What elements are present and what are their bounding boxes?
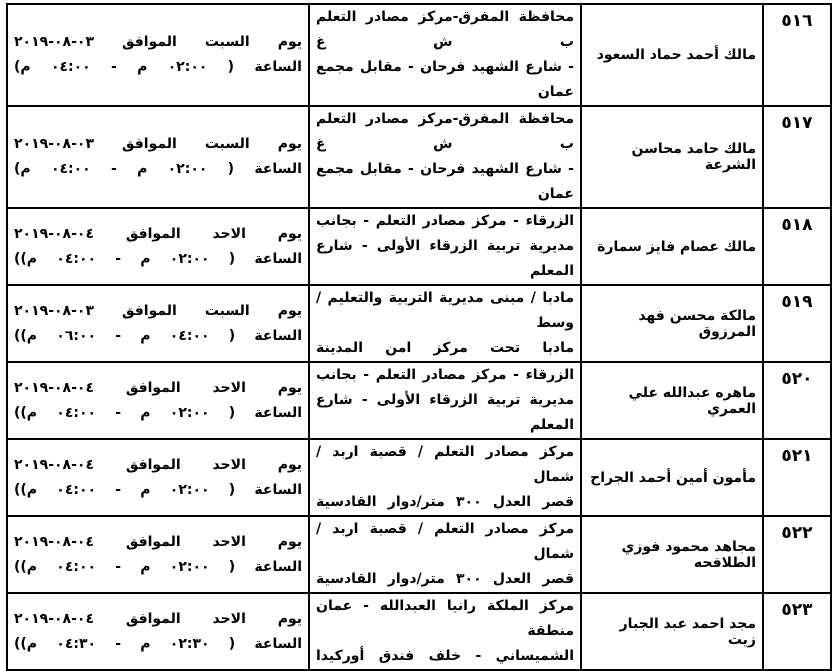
hour-line: الساعة ( ٠٤:٠٠ م - ٠٦:٠٠ م)) bbox=[14, 327, 302, 344]
row-number: ٥١٦ bbox=[763, 4, 831, 106]
student-name: مالك عصام فايز سمارة bbox=[581, 208, 763, 285]
exam-location bbox=[309, 362, 581, 439]
table-row bbox=[7, 285, 831, 362]
location-line: مديرية تربية الزرقاء الأولى - شارع المعلم bbox=[316, 238, 574, 279]
date-line: يوم الاحد الموافق ٠٤-٠٨-٢٠١٩ bbox=[14, 610, 302, 627]
exam-location bbox=[309, 285, 581, 362]
row-number: ٥١٩ bbox=[763, 285, 831, 362]
exam-location bbox=[309, 208, 581, 285]
hour-line: الساعة ( ٠٢:٠٠ م - ٠٤:٠٠ م)) bbox=[14, 558, 302, 575]
student-name: مالكة محسن فهد المرزوق bbox=[581, 285, 763, 362]
exam-time bbox=[7, 285, 309, 362]
exam-time bbox=[7, 439, 309, 516]
location-line: مادبا تحت مركز امن المدينة bbox=[316, 340, 574, 356]
date-line: يوم الاحد الموافق ٠٤-٠٨-٢٠١٩ bbox=[14, 225, 302, 242]
location-line: محافظة المفرق-مركز مصادر التعلم ب ش غ bbox=[316, 9, 574, 50]
location-line: مادبا / مبنى مديرية التربية والتعليم /وسط bbox=[316, 290, 574, 331]
exam-time bbox=[7, 208, 309, 285]
location-line: قصر العدل ٣٠٠ متر/دوار القادسية bbox=[316, 571, 574, 587]
hour-line: الساعة ( ٠٢:٠٠ م - ٠٤:٠٠ م)) bbox=[14, 404, 302, 421]
location-line: مديرية تربية الزرقاء الأولى - شارع المعلم bbox=[316, 392, 574, 433]
row-number: ٥٢٠ bbox=[763, 362, 831, 439]
student-name: مجاهد محمود فوزي الطلافحه bbox=[581, 516, 763, 593]
exam-schedule-table bbox=[6, 3, 832, 671]
location-line: مركز مصادر التعلم / قصبة اربد / شمال bbox=[316, 444, 574, 485]
exam-location bbox=[309, 439, 581, 516]
table-row bbox=[7, 106, 831, 208]
date-line: يوم الاحد الموافق ٠٤-٠٨-٢٠١٩ bbox=[14, 533, 302, 550]
exam-time bbox=[7, 106, 309, 208]
location-line: الشميساني - خلف فندق أوركيدا bbox=[316, 648, 574, 664]
date-line: يوم الاحد الموافق ٠٤-٠٨-٢٠١٩ bbox=[14, 379, 302, 396]
date-line: يوم السبت الموافق ٠٣-٠٨-٢٠١٩ bbox=[14, 136, 302, 152]
table-row bbox=[7, 362, 831, 439]
document-page bbox=[6, 3, 832, 664]
location-line: - شارع الشهيد فرحان - مقابل مجمع عمان bbox=[316, 161, 574, 202]
exam-time bbox=[7, 593, 309, 670]
hour-line: الساعة ( ٠٢:٠٠ م - ٠٤:٠٠ م)) bbox=[14, 481, 302, 498]
location-line: قصر العدل ٣٠٠ متر/دوار القادسية bbox=[316, 494, 574, 510]
date-line: يوم الاحد الموافق ٠٤-٠٨-٢٠١٩ bbox=[14, 456, 302, 473]
student-name: مجد احمد عبد الجبار زيت bbox=[581, 593, 763, 670]
hour-line: الساعة ( ٠٢:٠٠ م - ٠٤:٠٠ م) bbox=[14, 59, 302, 75]
student-name: ماهره عبدالله علي العمري bbox=[581, 362, 763, 439]
student-name: مالك حامد محاسن الشرعة bbox=[581, 106, 763, 208]
exam-time bbox=[7, 4, 309, 106]
location-line: - شارع الشهيد فرحان - مقابل مجمع عمان bbox=[316, 59, 574, 100]
table-row bbox=[7, 4, 831, 106]
hour-line: الساعة ( ٠٢:٠٠ م - ٠٤:٠٠ م) bbox=[14, 161, 302, 177]
table-row bbox=[7, 516, 831, 593]
row-number: ٥٢١ bbox=[763, 439, 831, 516]
exam-time bbox=[7, 516, 309, 593]
table-row bbox=[7, 439, 831, 516]
table-row bbox=[7, 593, 831, 670]
date-line: يوم السبت الموافق ٠٣-٠٨-٢٠١٩ bbox=[14, 34, 302, 50]
row-number: ٥٢٢ bbox=[763, 516, 831, 593]
student-name: مأمون أمين أحمد الجراح bbox=[581, 439, 763, 516]
exam-location bbox=[309, 4, 581, 106]
row-number: ٥١٨ bbox=[763, 208, 831, 285]
table-row bbox=[7, 208, 831, 285]
location-line: مركز مصادر التعلم / قصبة اربد / شمال bbox=[316, 521, 574, 562]
exam-location bbox=[309, 593, 581, 670]
exam-location bbox=[309, 516, 581, 593]
location-line: الزرقاء - مركز مصادر التعلم - بجانب bbox=[316, 213, 574, 229]
exam-time bbox=[7, 362, 309, 439]
exam-location bbox=[309, 106, 581, 208]
hour-line: الساعة ( ٠٢:٠٠ م - ٠٤:٠٠ م)) bbox=[14, 250, 302, 267]
row-number: ٥١٧ bbox=[763, 106, 831, 208]
row-number: ٥٢٣ bbox=[763, 593, 831, 670]
hour-line: الساعة ( ٠٢:٣٠ م - ٠٤:٣٠ م)) bbox=[14, 635, 302, 652]
location-line: مركز الملكة رانيا العبدالله - عمان منطقة bbox=[316, 598, 574, 639]
location-line: الزرقاء - مركز مصادر التعلم - بجانب bbox=[316, 367, 574, 383]
date-line: يوم السبت الموافق ٠٣-٠٨-٢٠١٩ bbox=[14, 302, 302, 319]
student-name: مالك أحمد حماد السعود bbox=[581, 4, 763, 106]
location-line: محافظة المفرق-مركز مصادر التعلم ب ش غ bbox=[316, 111, 574, 152]
